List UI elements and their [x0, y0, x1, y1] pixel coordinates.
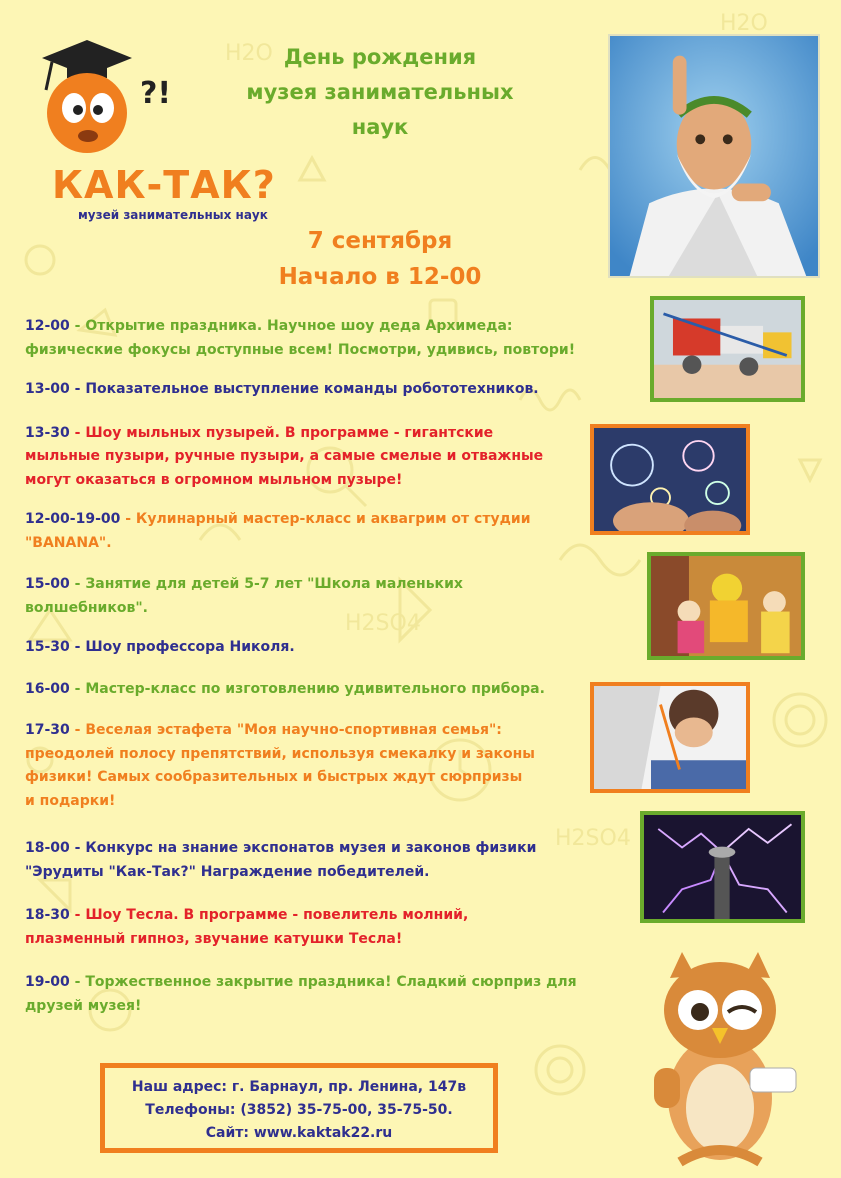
formula-h2o-1: H2O: [225, 41, 273, 66]
event-day: 7 сентября: [307, 228, 453, 254]
workshop-photo: [590, 682, 750, 793]
schedule-item: 19-00 - Торжественное закрытие праздника! Сладкий сюрприз для друзей музея!: [25, 974, 577, 1014]
event-schedule: [25, 315, 585, 1018]
event-date: [230, 223, 530, 295]
svg-text:?!: ?!: [140, 76, 172, 111]
title-line-1: День рождения: [283, 45, 477, 69]
address-text: Наш адрес: г. Барнаул, пр. Ленина, 147в: [131, 1079, 467, 1095]
robotics-photo: [650, 296, 805, 402]
schedule-item: 15-30 - Шоу профессора Николя.: [25, 639, 295, 655]
formula-h2so4-1: H2SO4: [345, 611, 421, 636]
page-title: [210, 40, 550, 145]
title-line-3: наук: [351, 115, 409, 139]
schedule-item: 15-00 - Занятие для детей 5-7 лет "Школа маленьких волшебников".: [25, 576, 463, 616]
site-link[interactable]: Сайт: www.kaktak22.ru: [205, 1125, 393, 1141]
logo-wordmark: КАК-ТАК?: [52, 163, 276, 207]
phones-text[interactable]: Телефоны: (3852) 35-75-00, 35-75-50.: [145, 1102, 453, 1118]
title-line-2: музея занимательных: [246, 80, 514, 104]
schedule-item: 17-30 - Веселая эстафета "Моя научно-спортивная семья": преодолей полосу препятствий, используя смекалку и законы физики! Самых сообразительных и быстрых ждут сюрпризы и подарки!: [25, 722, 535, 809]
schedule-item: 18-00 - Конкурс на знание экспонатов музея и законов физики "Эрудиты "Как-Так?" Награждение победителей.: [25, 840, 537, 880]
schedule-item: 12-00-19-00 - Кулинарный мастер-класс и аквагрим от студии "BANANA".: [25, 511, 531, 551]
soap-bubbles-photo: [590, 424, 750, 535]
event-start-time: Начало в 12-00: [278, 264, 482, 290]
kids-class-photo: [647, 552, 805, 660]
schedule-item: 18-30 - Шоу Тесла. В программе - повелитель молний, плазменный гипноз, звучание катушки Тесла!: [25, 907, 469, 947]
formula-h2so4-2: H2SO4: [555, 826, 631, 851]
formula-h2o-2: H2O: [720, 11, 768, 36]
owl-mascot-illustration: [640, 948, 800, 1168]
schedule-item: 13-00 - Показательное выступление команды робототехников.: [25, 381, 539, 397]
archimedes-illustration: [608, 34, 820, 278]
tesla-show-photo: [640, 811, 805, 923]
schedule-item: 16-00 - Мастер-класс по изготовлению удивительного прибора.: [25, 680, 545, 697]
schedule-item: 12-00 - Открытие праздника. Научное шоу деда Архимеда: физические фокусы доступные всем! Посмотри, удивись, повтори!: [25, 318, 576, 358]
logo-subtitle: музей занимательных наук: [78, 208, 268, 222]
schedule-item: 13-30 - Шоу мыльных пузырей. В программе - гигантские мыльные пузыри, ручные пузыри, а самые смелые и отважные могут оказаться в огромном мыльном пузыре!: [25, 424, 544, 488]
contacts-box: [100, 1063, 498, 1153]
